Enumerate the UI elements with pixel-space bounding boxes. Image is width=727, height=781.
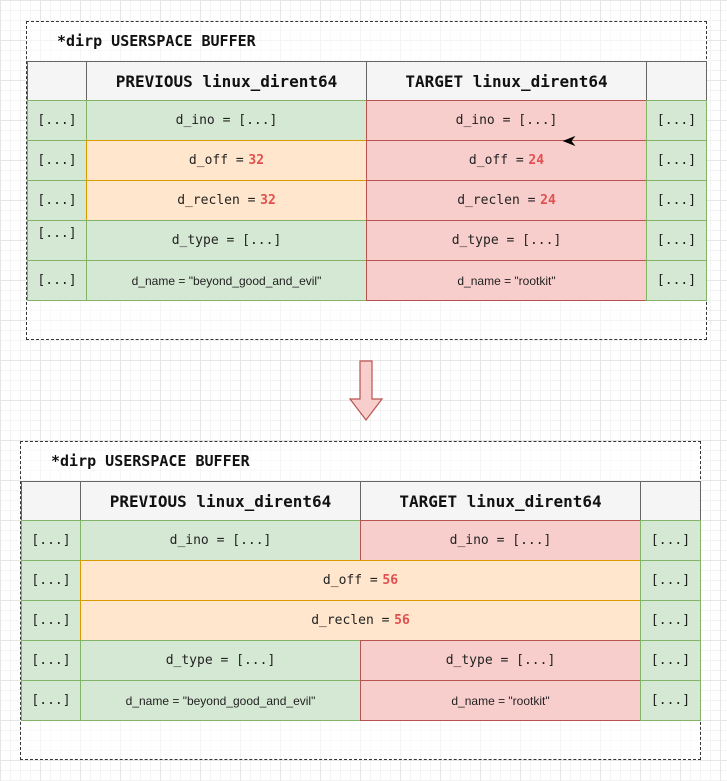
side-cell-left: [...] (21, 560, 81, 601)
target-d-ino: d_ino = [...] (360, 520, 641, 561)
target-d-name: d_name = "rootkit" (360, 680, 641, 721)
side-cell-right: [...] (646, 180, 707, 221)
side-cell-right: [...] (646, 140, 707, 181)
target-d-off (366, 140, 647, 181)
arrowhead-icon (562, 134, 578, 148)
target-d-reclen (366, 180, 647, 221)
merged-d-reclen (80, 600, 641, 641)
side-cell-right: [...] (646, 100, 707, 141)
prev-d-reclen (86, 180, 367, 221)
merged-d-off-value: 56 (382, 573, 399, 588)
target-d-name: d_name = "rootkit" (366, 260, 647, 301)
prev-d-reclen-label: d_reclen = (177, 193, 256, 208)
header-target-dirent: TARGET linux_dirent64 (360, 481, 641, 521)
target-d-reclen-label: d_reclen = (457, 193, 536, 208)
side-cell-left: [...] (21, 520, 81, 561)
header-left-cell (21, 481, 81, 521)
side-cell-left: [...] (27, 180, 87, 221)
header-right-cell (640, 481, 701, 521)
buffer-title-before: *dirp USERSPACE BUFFER (57, 32, 256, 50)
down-arrow-icon (348, 360, 384, 422)
side-cell-left: [...] (27, 220, 87, 261)
prev-d-reclen-value: 32 (260, 193, 276, 208)
prev-d-type: d_type = [...] (86, 220, 367, 261)
prev-d-ino: d_ino = [...] (80, 520, 361, 561)
header-right-cell (646, 61, 707, 101)
merged-d-off (80, 560, 641, 601)
target-d-off-value: 24 (528, 153, 545, 168)
prev-d-off-value: 32 (248, 153, 265, 168)
side-cell-left: [...] (27, 260, 87, 301)
target-d-type: d_type = [...] (360, 640, 641, 681)
side-cell-left: [...] (27, 140, 87, 181)
side-cell-left: [...] (21, 600, 81, 641)
side-cell-right: [...] (640, 560, 701, 601)
target-d-off-label: d_off = (468, 153, 524, 168)
prev-d-ino: d_ino = [...] (86, 100, 367, 141)
prev-d-off-label: d_off = (188, 153, 244, 168)
side-cell-left: [...] (21, 640, 81, 681)
side-cell-right: [...] (646, 220, 707, 261)
target-d-ino: d_ino = [...] (366, 100, 647, 141)
side-cell-left: [...] (21, 680, 81, 721)
header-previous-dirent: PREVIOUS linux_dirent64 (86, 61, 367, 101)
merged-d-reclen-label: d_reclen = (311, 613, 390, 628)
target-d-type: d_type = [...] (366, 220, 647, 261)
header-target-dirent: TARGET linux_dirent64 (366, 61, 647, 101)
side-cell-right: [...] (640, 520, 701, 561)
header-left-cell (27, 61, 87, 101)
side-cell-left: [...] (27, 100, 87, 141)
merged-d-off-label: d_off = (322, 573, 378, 588)
merged-d-reclen-value: 56 (394, 613, 410, 628)
side-cell-right: [...] (640, 640, 701, 681)
prev-d-type: d_type = [...] (80, 640, 361, 681)
side-cell-right: [...] (646, 260, 707, 301)
prev-d-name: d_name = "beyond_good_and_evil" (80, 680, 361, 721)
prev-d-name: d_name = "beyond_good_and_evil" (86, 260, 367, 301)
header-previous-dirent: PREVIOUS linux_dirent64 (80, 481, 361, 521)
side-cell-right: [...] (640, 680, 701, 721)
side-cell-right: [...] (640, 600, 701, 641)
buffer-title-after: *dirp USERSPACE BUFFER (51, 452, 250, 470)
target-d-reclen-value: 24 (540, 193, 556, 208)
prev-d-off (86, 140, 367, 181)
